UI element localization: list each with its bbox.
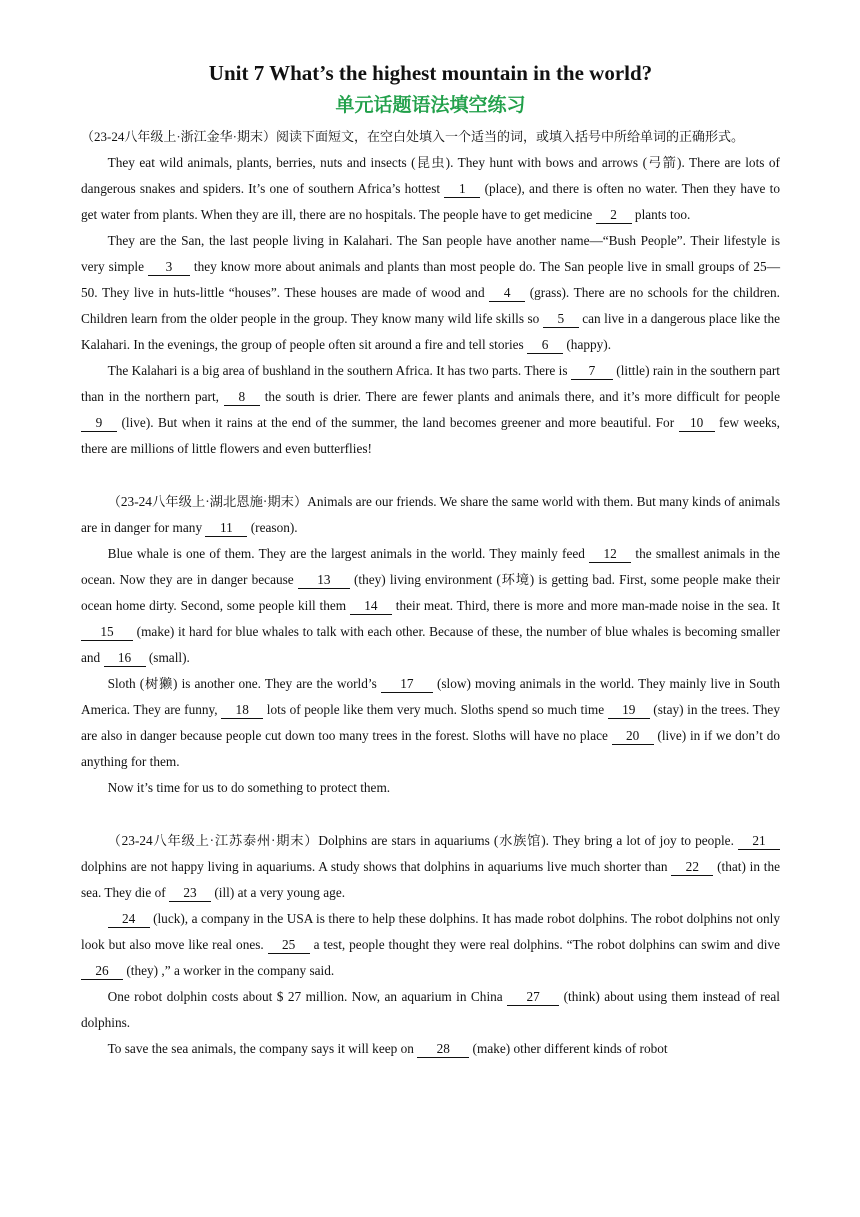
paragraph: They eat wild animals, plants, berries, nuts and insects (昆虫). They hunt with bows and arrows (弓箭). There are lots of dangerous snakes and spiders. It’s one of southern Africa’s hottest 1 (place), and there is often no water. Then they have to get water from plants. When they are ill, there are no hospitals. The people have to get medicine 2 plants too.	[81, 155, 781, 222]
paragraph: Blue whale is one of them. They are the largest animals in the world. They mainly feed 12 the smallest animals in the ocean. Now they are in danger because 13 (they) living environment (环境) is getting bad. First, some people make their ocean home dirty. Second, some people kill them 14 their meat. Third, there is more and more man-made noise in the sea. It 15 (make) it hard for blue whales to talk with each other. Because of these, the number of blue whales is becoming smaller and 16 (small).	[81, 546, 781, 665]
paragraph: They are the San, the last people living in Kalahari. The San people have another name—“Bush People”. Their lifestyle is very simple 3 they know more about animals and plants than most people do. The San people live in small groups of 25—50. They live in huts-little “houses”. These houses are made of wood and 4 (grass). There are no schools for the children. Children learn from the older people in the group. They know many wild life skills so 5 can live in a dangerous place like the Kalahari. In the evenings, the group of people often sit around a fire and tell stories 6 (happy).	[81, 233, 781, 352]
blank-25[interactable]: 25	[268, 937, 310, 954]
blank-24[interactable]: 24	[108, 911, 150, 928]
blank-18[interactable]: 18	[221, 702, 263, 719]
blank-2[interactable]: 2	[596, 207, 632, 224]
blank-21[interactable]: 21	[738, 833, 780, 850]
blank-10[interactable]: 10	[679, 415, 715, 432]
passage-source: （23-24八年级上·江苏泰州·期末）	[107, 833, 319, 848]
blank-6[interactable]: 6	[527, 337, 563, 354]
blank-22[interactable]: 22	[671, 859, 713, 876]
passage-3	[81, 828, 780, 1062]
passage-1	[81, 150, 780, 462]
blank-23[interactable]: 23	[169, 885, 211, 902]
paragraph: Now it’s time for us to do something to protect them.	[107, 780, 391, 795]
paragraph: The Kalahari is a big area of bushland in the southern Africa. It has two parts. There is 7 (little) rain in the southern part than in the northern part, 8 the south is drier. There are fewer plants and animals there, and it’s more difficult for people 9 (live). But when it rains at the end of the summer, the land becomes greener and more beautiful. For 10 few weeks, there are millions of little flowers and even butterflies!	[81, 363, 780, 456]
paragraph: 24 (luck), a company in the USA is there to help these dolphins. It has made robot dolphins. The robot dolphins not only look but also move like real ones. 25 a test, people thought they were real dolphins. “The robot dolphins can swim and dive 26 (they) ,” a worker in the company said.	[81, 911, 780, 978]
blank-26[interactable]: 26	[81, 963, 123, 980]
blank-27[interactable]: 27	[507, 989, 559, 1006]
blank-16[interactable]: 16	[104, 650, 146, 667]
blank-11[interactable]: 11	[205, 520, 247, 537]
blank-4[interactable]: 4	[489, 285, 525, 302]
blank-13[interactable]: 13	[298, 572, 350, 589]
worksheet	[81, 58, 780, 1062]
blank-14[interactable]: 14	[350, 598, 392, 615]
blank-12[interactable]: 12	[589, 546, 631, 563]
blank-1[interactable]: 1	[444, 181, 480, 198]
paragraph: （23-24八年级上·江苏泰州·期末）Dolphins are stars in aquariums (水族馆). They bring a lot of joy to people. 21 dolphins are not happy living in aquariums. A study shows that dolphins in aquariums live much shorter than 22 (that) in the sea. They die of 23 (ill) at a very young age.	[81, 833, 780, 900]
passage-2	[81, 489, 780, 801]
blank-3[interactable]: 3	[148, 259, 190, 276]
blank-9[interactable]: 9	[81, 415, 117, 432]
blank-7[interactable]: 7	[571, 363, 613, 380]
instructions: （23-24八年级上·浙江金华·期末）阅读下面短文，在空白处填入一个适当的词，或填入括号中所给单词的正确形式。	[81, 129, 744, 144]
paragraph: One robot dolphin costs about $ 27 million. Now, an aquarium in China 27 (think) about using them instead of real dolphins.	[81, 989, 780, 1030]
paragraph: To save the sea animals, the company says it will keep on 28 (make) other different kinds of robot	[107, 1041, 668, 1056]
paragraph: Sloth (树獭) is another one. They are the world’s 17 (slow) moving animals in the world. They mainly live in South America. They are funny, 18 lots of people like them very much. Sloths spend so much time 19 (stay) in the trees. They are also in danger because people cut down too many trees in the forest. Sloths will have no place 20 (live) in if we don’t do anything for them.	[81, 676, 780, 769]
blank-28[interactable]: 28	[417, 1041, 469, 1058]
page-title: Unit 7 What’s the highest mountain in the world?	[208, 61, 653, 85]
passage-source: （23-24八年级上·湖北恩施·期末）	[107, 494, 308, 509]
blank-17[interactable]: 17	[381, 676, 433, 693]
page-subtitle: 单元话题语法填空练习	[335, 94, 526, 116]
blank-20[interactable]: 20	[612, 728, 654, 745]
blank-5[interactable]: 5	[543, 311, 579, 328]
blank-15[interactable]: 15	[81, 624, 133, 641]
blank-8[interactable]: 8	[224, 389, 260, 406]
blank-19[interactable]: 19	[608, 702, 650, 719]
paragraph: （23-24八年级上·湖北恩施·期末）Animals are our friends. We share the same world with them. But many kinds of animals are in danger for many 11 (reason).	[81, 494, 780, 535]
